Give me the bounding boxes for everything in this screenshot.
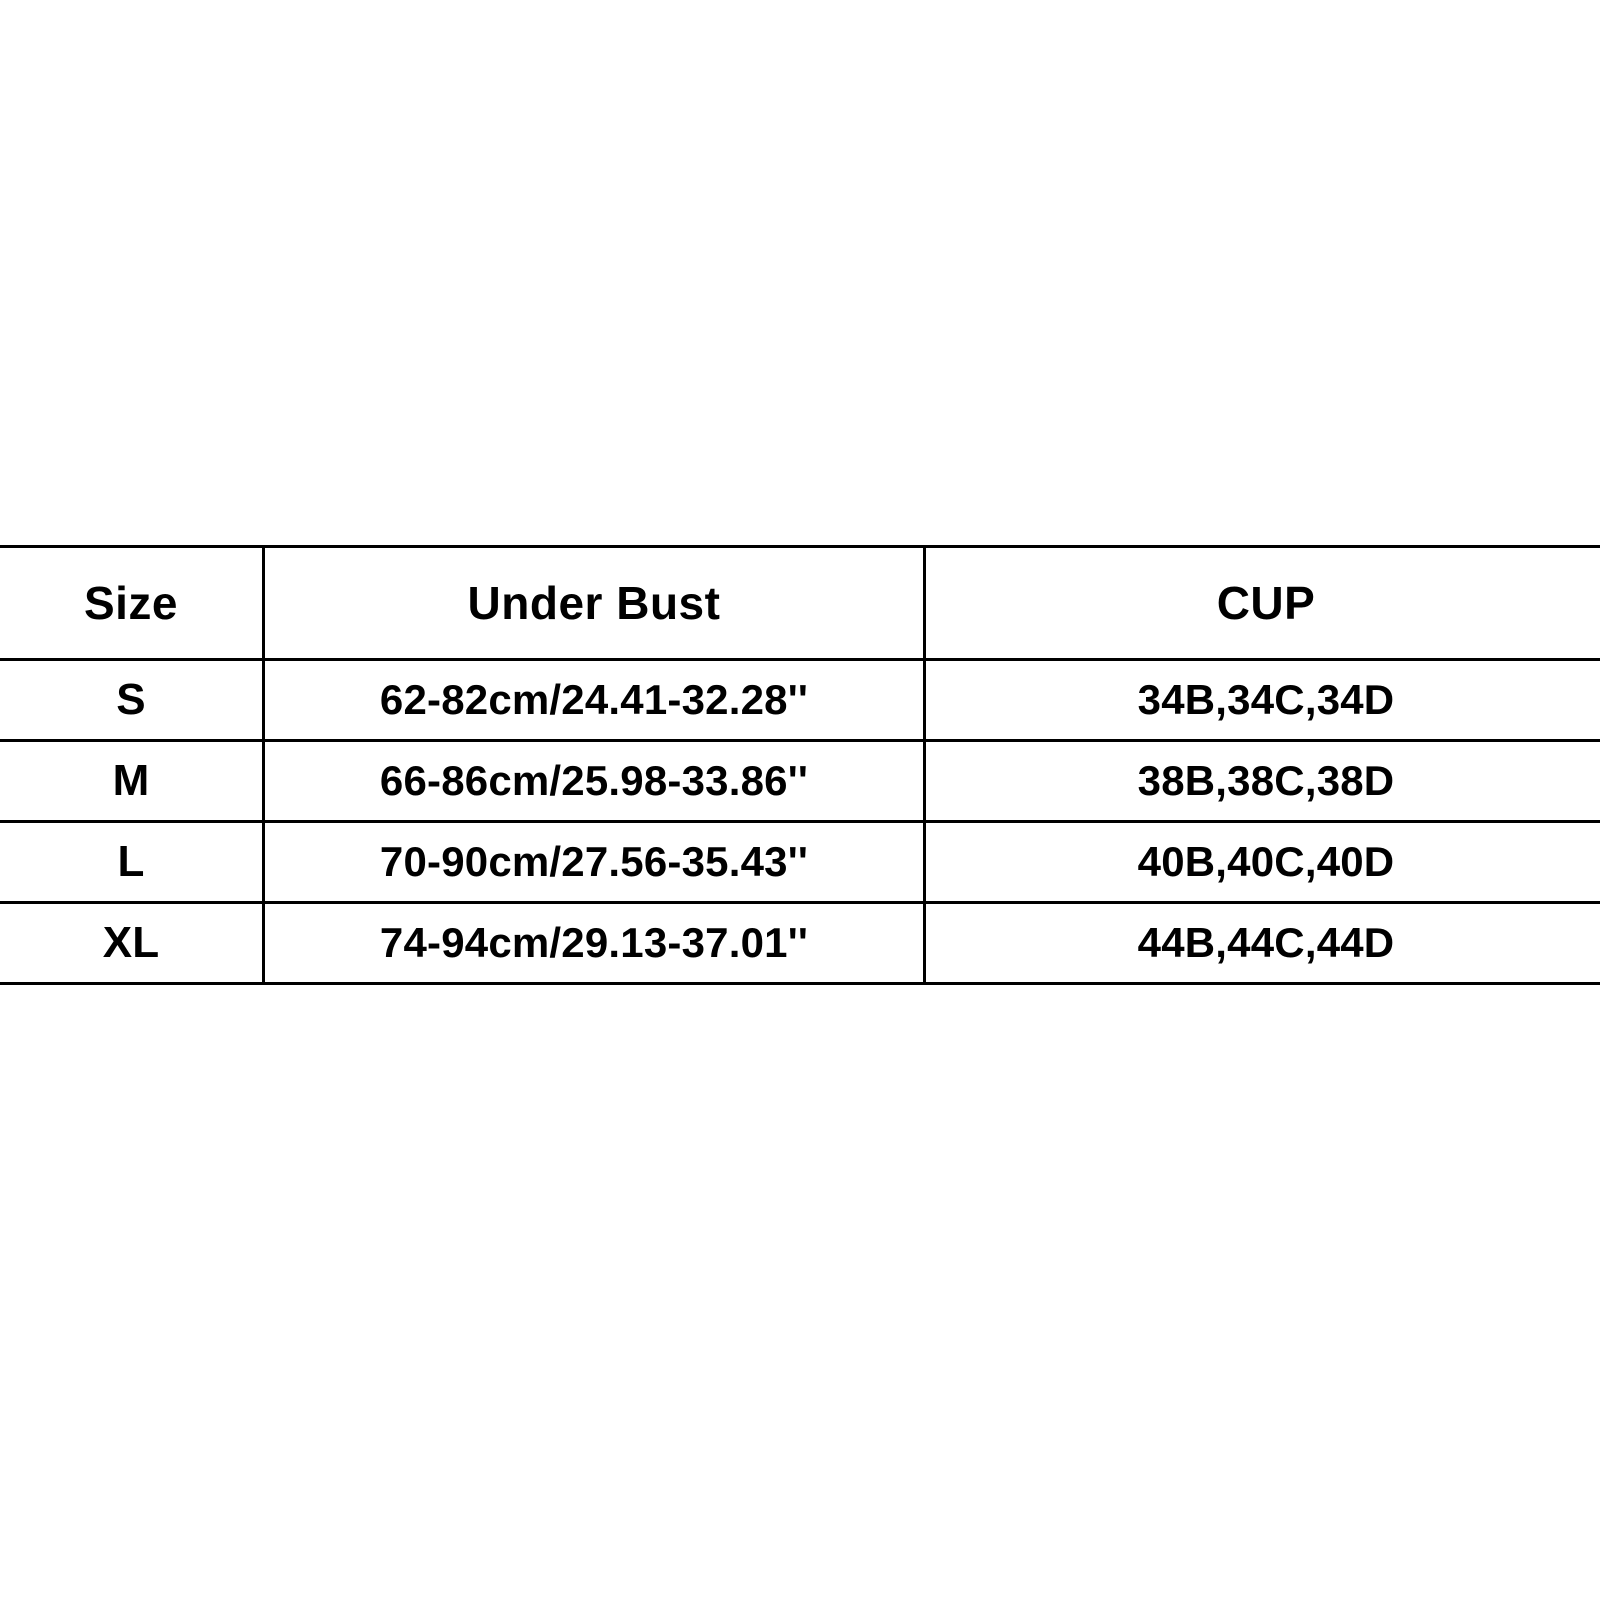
size-chart-container — [0, 545, 1600, 985]
table-row — [0, 903, 1600, 984]
table-row — [0, 822, 1600, 903]
column-header-size: Size — [0, 547, 264, 660]
table-row — [0, 660, 1600, 741]
cell-under-bust: 66-86cm/25.98-33.86'' — [264, 741, 925, 822]
cell-cup: 38B,38C,38D — [925, 741, 1600, 822]
table-body — [0, 660, 1600, 984]
cell-size: L — [0, 822, 264, 903]
table-header-row — [0, 547, 1600, 660]
table-header — [0, 547, 1600, 660]
size-chart-table — [0, 545, 1600, 985]
cell-size: M — [0, 741, 264, 822]
column-header-cup: CUP — [925, 547, 1600, 660]
cell-size: S — [0, 660, 264, 741]
cell-cup: 34B,34C,34D — [925, 660, 1600, 741]
cell-under-bust: 70-90cm/27.56-35.43'' — [264, 822, 925, 903]
cell-size: XL — [0, 903, 264, 984]
cell-cup: 40B,40C,40D — [925, 822, 1600, 903]
cell-under-bust: 74-94cm/29.13-37.01'' — [264, 903, 925, 984]
cell-under-bust: 62-82cm/24.41-32.28'' — [264, 660, 925, 741]
column-header-under-bust: Under Bust — [264, 547, 925, 660]
cell-cup: 44B,44C,44D — [925, 903, 1600, 984]
table-row — [0, 741, 1600, 822]
